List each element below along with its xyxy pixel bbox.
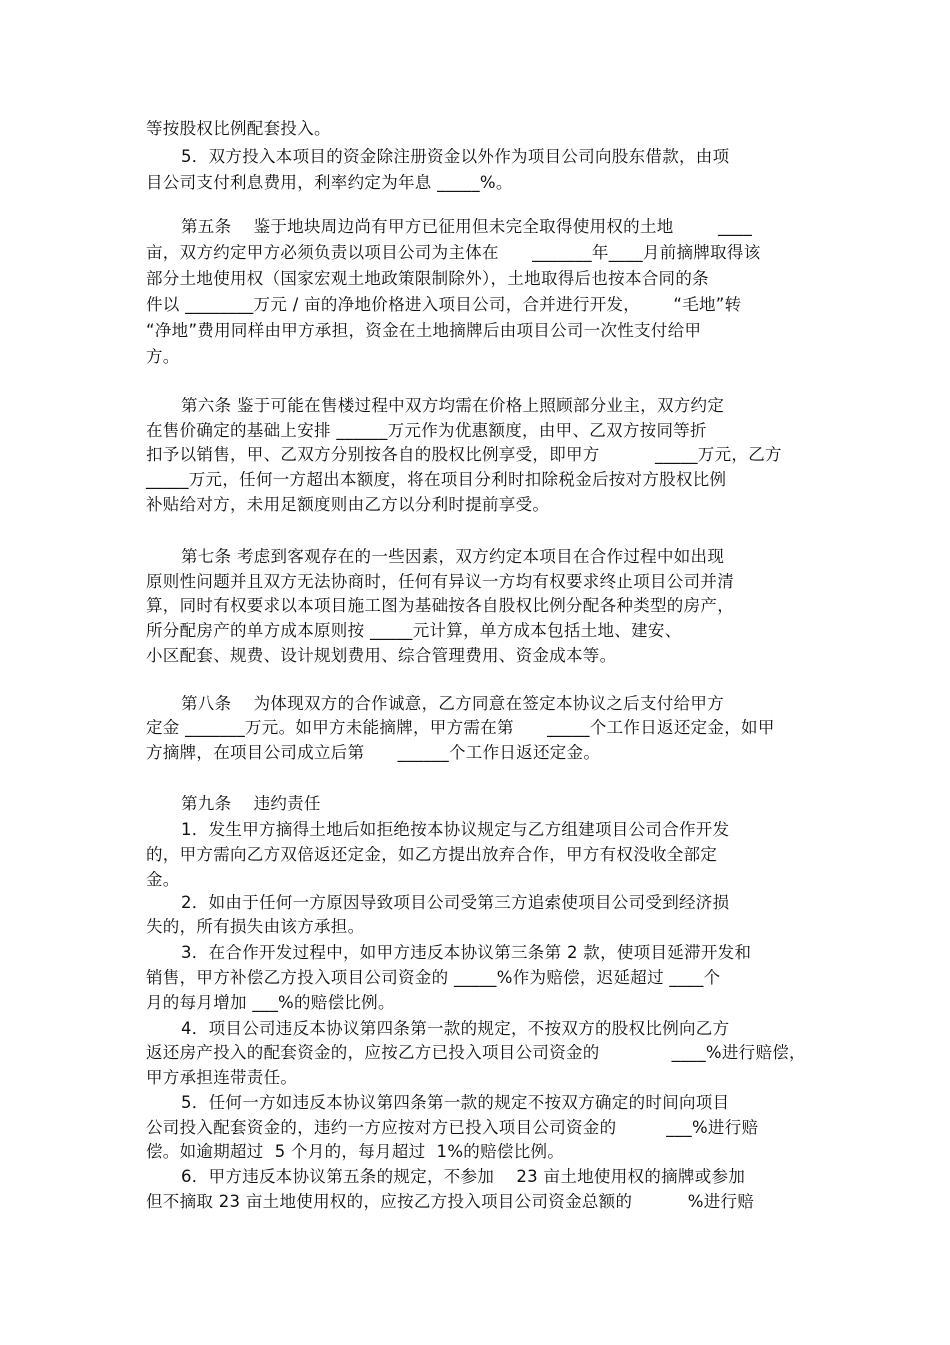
text-line: 5．双方投入本项目的资金除注册资金以外作为项目公司向股东借款，由项	[181, 147, 730, 166]
text-line: 第七条 考虑到客观存在的一些因素，双方约定本项目在合作过程中如出现	[181, 547, 725, 566]
text-line: 6．甲方违反本协议第五条的规定，不参加 23 亩土地使用权的摘牌或参加	[181, 1167, 746, 1186]
text-line: 失的，所有损失由该方承担。	[146, 917, 365, 936]
text-line: 件以 ________万元 / 亩的净地价格进入项目公司，合并进行开发， “毛地”转	[146, 295, 742, 314]
text-line: 偿。如逾期超过 5 个月的，每月超过 1%的赔偿比例。	[146, 1142, 565, 1161]
text-line: 1．发生甲方摘得土地后如拒绝按本协议规定与乙方组建项目公司合作开发	[181, 820, 730, 839]
text-line: 公司投入配套资金的，违约一方应按对方已投入项目公司资金的 ___%进行赔	[146, 1118, 759, 1137]
text-line: 补贴给对方，未用足额度则由乙方以分利时提前享受。	[146, 495, 550, 514]
text-line: 方。	[146, 347, 180, 366]
text-line: 所分配房产的单方成本原则按 _____元计算，单方成本包括土地、建安、	[146, 621, 682, 640]
text-line: 金。	[146, 870, 180, 889]
text-line: 方摘牌，在项目公司成立后第 ______个工作日返还定金。	[146, 743, 601, 762]
text-line: “净地”费用同样由甲方承担，资金在土地摘牌后由项目公司一次性支付给甲	[146, 321, 702, 340]
text-line: 定金 _______万元。如甲方未能摘牌，甲方需在第 _____个工作日返还定金，如甲	[146, 718, 775, 737]
section-heading: 第九条 违约责任	[181, 794, 321, 813]
text-line: 第八条 为体现双方的合作诚意，乙方同意在签定本协议之后支付给甲方	[181, 694, 724, 713]
text-line: 算，同时有权要求以本项目施工图为基础按各自股权比例分配各种类型的房产，	[146, 596, 734, 615]
text-line: 月的每月增加 ___%的赔偿比例。	[146, 993, 395, 1012]
text-line: 在售价确定的基础上安排 ______万元作为优惠额度，由甲、乙双方按同等折	[146, 421, 707, 440]
text-line: 4．项目公司违反本协议第四条第一款的规定，不按双方的股权比例向乙方	[181, 1019, 730, 1038]
text-line: 亩，双方约定甲方必须负责以项目公司为主体在 _______年____月前摘牌取得该	[146, 243, 761, 262]
text-line: 返还房产投入的配套资金的，应按乙方已投入项目公司资金的 ____%进行赔偿，	[146, 1043, 806, 1062]
text-line: 2．如由于任何一方原因导致项目公司受第三方追索使项目公司受到经济损	[181, 893, 730, 912]
text-line: 等按股权比例配套投入。	[146, 119, 331, 138]
text-line: 扣予以销售，甲、乙双方分别按各自的股权比例享受，即甲方 _____万元，乙方	[146, 445, 782, 464]
text-line: 的，甲方需向乙方双倍返还定金，如乙方提出放弃合作，甲方有权没收全部定	[146, 845, 718, 864]
text-line: 5．任何一方如违反本协议第四条第一款的规定不按双方确定的时间向项目	[181, 1093, 730, 1112]
text-line: 原则性问题并且双方无法协商时，任何有异议一方均有权要求终止项目公司并清	[146, 572, 734, 591]
text-line: 3．在合作开发过程中，如甲方违反本协议第三条第 2 款，使项目延滞开发和	[181, 943, 752, 962]
text-line: 部分土地使用权（国家宏观土地政策限制除外），土地取得后也按本合同的条	[146, 269, 709, 288]
text-line: 销售，甲方补偿乙方投入项目公司资金的 _____%作为赔偿，迟延超过 ____个	[146, 968, 721, 987]
text-line: 目公司支付利息费用，利率约定为年息 _____%。	[146, 173, 513, 192]
text-line: 小区配套、规费、设计规划费用、综合管理费用、资金成本等。	[146, 646, 617, 665]
text-line: 但不摘取 23 亩土地使用权的，应按乙方投入项目公司资金总额的 %进行赔	[146, 1192, 755, 1211]
text-line: 甲方承担连带责任。	[146, 1068, 298, 1087]
text-line: 第五条 鉴于地块周边尚有甲方已征用但未完全取得使用权的土地 ____	[181, 217, 753, 236]
text-line: 第六条 鉴于可能在售楼过程中双方均需在价格上照顾部分业主，双方约定	[181, 396, 725, 415]
text-line: _____万元，任何一方超出本额度，将在项目分利时扣除税金后按对方股权比例	[146, 470, 727, 489]
